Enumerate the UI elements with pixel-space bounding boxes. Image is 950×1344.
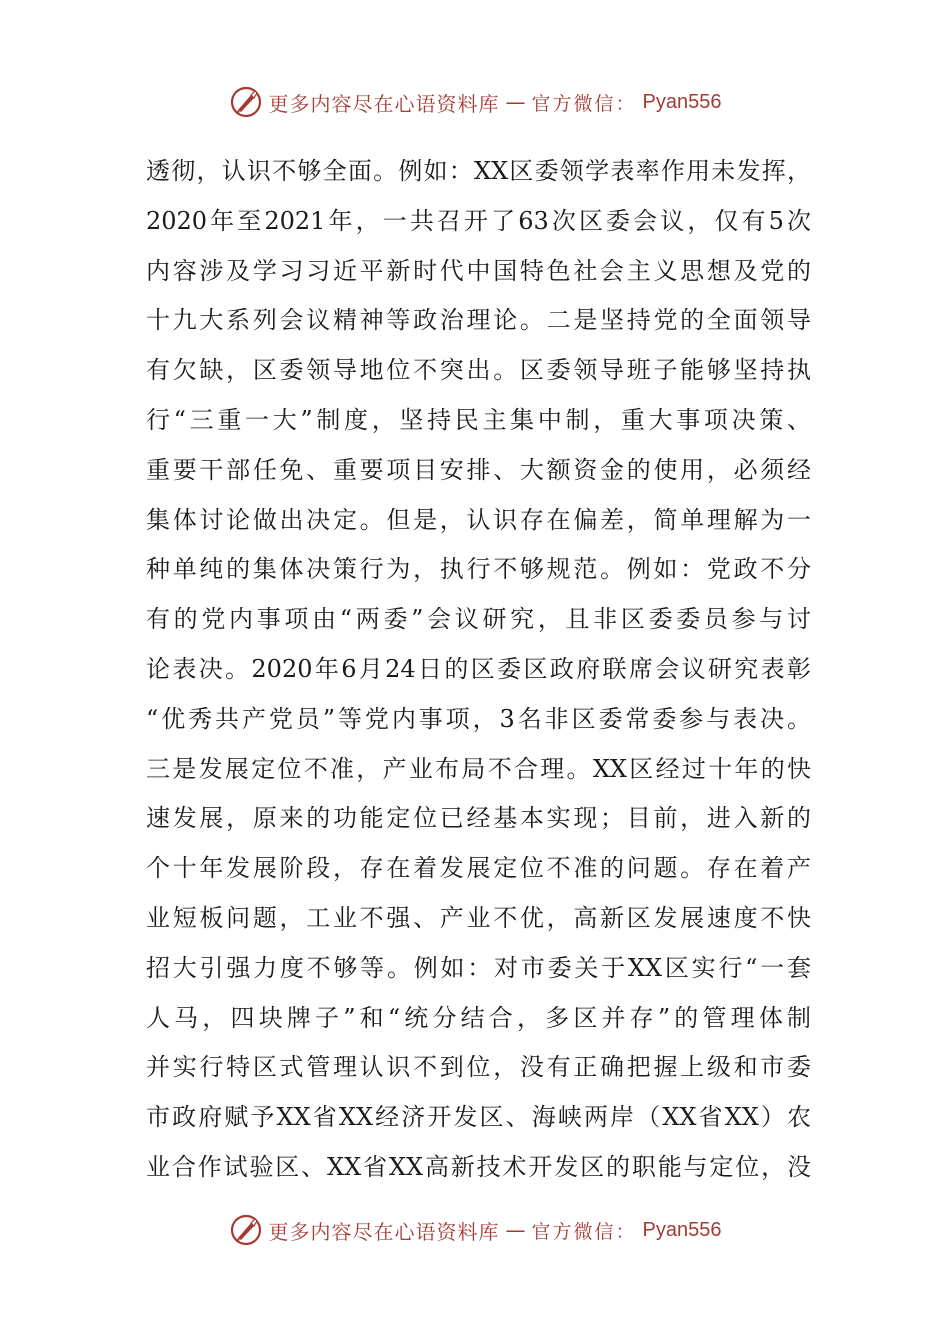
body-line: 有的党内事项由“两委”会议研究，且非区委委员参与讨 [146,605,811,634]
banner-separator: — [505,1218,526,1242]
banner-wechat-id: Pyan556 [642,1218,722,1241]
pen-nib-logo-icon [229,1213,263,1247]
body-line: 2020年至2021年，一共召开了63次区委会议，仅有5次 [146,206,811,235]
body-line: 有欠缺，区委领导地位不突出。区委领导班子能够坚持执 [146,356,811,385]
document-body [146,147,811,1193]
banner-wechat-label: 官方微信： [531,92,637,115]
banner-wechat-label: 官方微信： [531,1220,637,1243]
body-line: 招大引强力度不够等。例如：对市委关于XX区实行“一套 [146,953,811,982]
body-line: 个十年发展阶段，存在着发展定位不准的问题。存在着产 [146,854,811,883]
body-line: 速发展，原来的功能定位已经基本实现；目前，进入新的 [146,804,811,833]
pen-nib-logo-icon [229,85,263,119]
body-line: 行“三重一大”制度，坚持民主集中制，重大事项决策、 [146,405,811,434]
banner-wechat-id: Pyan556 [642,90,722,113]
banner-title: 更多内容尽在心语资料库 [268,91,500,116]
body-line: 种单纯的集体决策行为，执行不够规范。例如：党政不分 [146,555,811,584]
body-line: 并实行特区式管理认识不到位，没有正确把握上级和市委 [146,1053,811,1082]
body-line: 重要干部任免、重要项目安排、大额资金的使用，必须经 [146,455,811,484]
body-line: 三是发展定位不准，产业布局不合理。XX区经过十年的快 [146,754,811,783]
footer-banner [0,1208,950,1252]
body-line: “优秀共产党员”等党内事项，3名非区委常委参与表决。 [146,704,811,733]
header-banner [0,80,950,124]
banner-title: 更多内容尽在心语资料库 [268,1219,500,1244]
banner-separator: — [505,90,526,114]
body-line: 内容涉及学习习近平新时代中国特色社会主义思想及党的 [146,256,811,285]
body-line: 业短板问题，工业不强、产业不优，高新区发展速度不快 [146,903,811,932]
body-line: 集体讨论做出决定。但是，认识存在偏差，简单理解为一 [146,505,811,534]
body-line: 业合作试验区、XX省XX高新技术开发区的职能与定位，没 [146,1152,811,1181]
body-line: 人马，四块牌子”和“统分结合，多区并存”的管理体制 [146,1003,811,1032]
body-line: 论表决。2020年6月24日的区委区政府联席会议研究表彰 [146,654,811,683]
body-line: 透彻，认识不够全面。例如：XX区委领学表率作用未发挥， [146,157,811,185]
body-line: 市政府赋予XX省XX经济开发区、海峡两岸（XX省XX）农 [146,1103,811,1132]
body-line: 十九大系列会议精神等政治理论。二是坚持党的全面领导 [146,306,811,335]
